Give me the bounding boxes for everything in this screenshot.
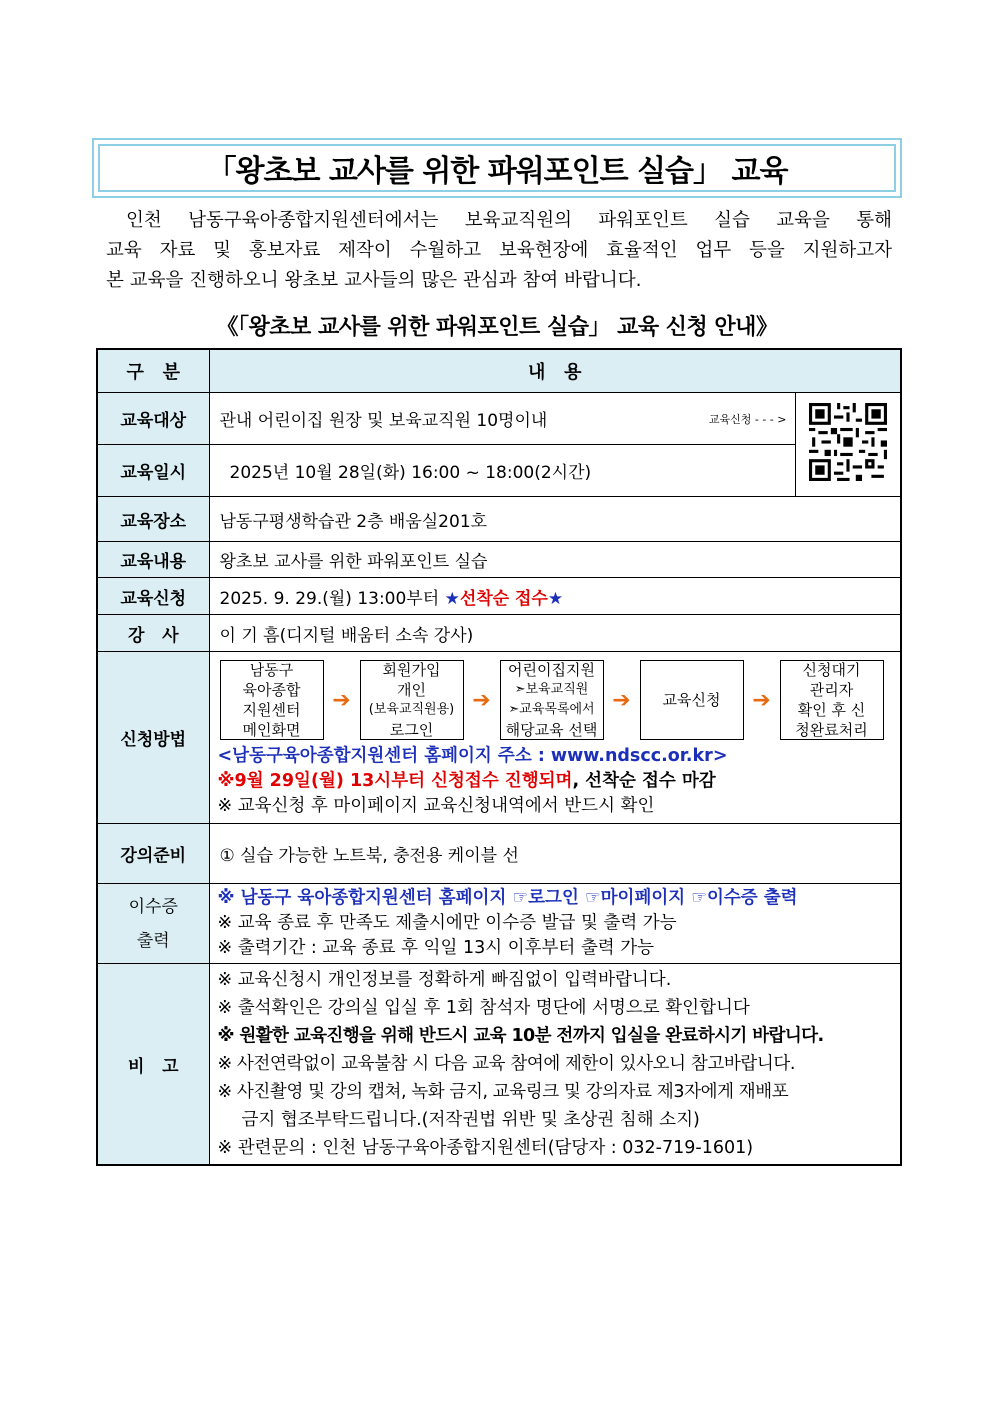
- apply-value: [209, 578, 901, 615]
- flow-step-login: [360, 660, 464, 740]
- flow-step-apply: [640, 660, 744, 740]
- arrow-right-icon: ➔: [752, 687, 771, 713]
- flow-text: 남동구: [249, 661, 294, 679]
- page-title: 「왕초보 교사를 위한 파워포인트 실습」 교육: [98, 144, 896, 192]
- label-place: 교육장소: [97, 497, 209, 542]
- content-value: 왕초보 교사를 위한 파워포인트 실습: [209, 542, 901, 578]
- apply-highlight: 선착순 접수: [459, 588, 548, 609]
- flow-text: ➣보육교직원: [514, 682, 589, 697]
- method-black-text: , 선착순 접수 마감: [572, 771, 716, 791]
- intro-line: 본 교육을 진행하오니 왕초보 교사들의 많은 관심과 참여 바랍니다.: [106, 270, 642, 291]
- header-category: 구 분: [97, 349, 209, 393]
- arrow-right-icon: ➔: [612, 687, 631, 713]
- label-lecturer: 강 사: [97, 615, 209, 652]
- flow-text: 육아종합: [242, 681, 301, 699]
- flow-text: 교육신청: [662, 691, 721, 709]
- table-row: [97, 884, 901, 964]
- intro-paragraph: [106, 206, 892, 296]
- flow-text: 관리자: [809, 681, 854, 699]
- qr-hint: 교육신청 - - - >: [708, 412, 787, 426]
- table-row: [97, 542, 901, 578]
- arrow-right-icon: ➔: [472, 687, 491, 713]
- date-value: [209, 445, 795, 497]
- target-value: 관내 어린이집 원장 및 보육교직원 10명이내: [219, 411, 548, 431]
- cert-line: ※ 남동구 육아종합지원센터 홈페이지 ☞로그인 ☞마이페이지 ☞이수증 출력: [217, 888, 798, 908]
- flow-text: 지원센터: [242, 701, 301, 719]
- remarks-cell: [209, 964, 901, 1166]
- table-header-row: [97, 349, 901, 393]
- intro-line: 교육 자료 및 홍보자료 제작이 수월하고 보육현장에 효율적인 업무 등을 지원하고자: [106, 240, 892, 261]
- method-red-text: ※9월 29일(월) 13시부터 신청접수 진행되며: [217, 771, 573, 791]
- table-row: [97, 824, 901, 884]
- cert-label-line: 이수증: [128, 896, 178, 917]
- flow-text: ➣교육목록에서: [508, 702, 595, 717]
- remarks-line: ※ 사진촬영 및 강의 캡쳐, 녹화 금지, 교육링크 및 강의자료 제3자에게 재배포: [217, 1082, 789, 1102]
- apply-date: 2025. 9. 29.(월) 13:00부터: [219, 588, 445, 609]
- flow-text: 청완료처리: [795, 721, 868, 739]
- flow-step-main: [220, 660, 324, 740]
- section-subtitle: 《「왕초보 교사를 위한 파워포인트 실습」 교육 신청 안내》: [216, 315, 778, 340]
- remarks-line: ※ 원활한 교육진행을 위해 반드시 교육 10분 전까지 입실을 완료하시기 바랍니다.: [217, 1026, 824, 1046]
- label-apply: 교육신청: [97, 578, 209, 615]
- homepage-url[interactable]: <남동구육아종합지원센터 홈페이지 주소 : www.ndscc.or.kr>: [217, 746, 728, 766]
- flow-text: 어린이집지원: [508, 661, 595, 679]
- table-row: [97, 964, 901, 1166]
- method-note: ※ 교육신청 후 마이페이지 교육신청내역에서 반드시 확인: [217, 796, 655, 816]
- label-date: 교육일시: [97, 445, 209, 497]
- prep-value: ① 실습 가능한 노트북, 충전용 케이블 선: [209, 824, 901, 884]
- label-content: 교육내용: [97, 542, 209, 578]
- header-content: 내 용: [209, 349, 901, 393]
- flow-text: 확인 후 신: [797, 701, 866, 719]
- flow-step-confirm: [780, 660, 884, 740]
- label-remarks: 비 고: [97, 964, 209, 1166]
- remarks-line: 금지 협조부탁드립니다.(저작권법 위반 및 초상권 침해 소지): [241, 1110, 700, 1130]
- flow-text: 메인화면: [242, 721, 301, 739]
- star-icon: ★: [444, 588, 460, 609]
- table-row: [97, 615, 901, 652]
- target-cell: [209, 393, 795, 445]
- flow-text: 회원가입: [382, 661, 441, 679]
- flow-text: 개인: [397, 681, 426, 699]
- remarks-line: ※ 출석확인은 강의실 입실 후 1회 참석자 명단에 서명으로 확인합니다: [217, 998, 750, 1018]
- flow-text: 로그인: [389, 721, 434, 739]
- arrow-right-icon: ➔: [332, 687, 351, 713]
- flow-step-select: [500, 660, 604, 740]
- apply-flow: [210, 652, 901, 744]
- title-frame: [92, 138, 902, 198]
- method-cell: [209, 652, 901, 824]
- table-row: [97, 578, 901, 615]
- cert-line: ※ 출력기간 : 교육 종료 후 익일 13시 이후부터 출력 가능: [217, 938, 655, 958]
- date-text: 2025년 10월 28일(화) 16:00 ~ 18:00(2시간): [229, 463, 592, 483]
- cert-cell: [209, 884, 901, 964]
- label-cert: [97, 884, 209, 964]
- remarks-line: ※ 교육신청시 개인정보를 정확하게 빠짐없이 입력바랍니다.: [217, 970, 672, 990]
- flow-text: 해당교육 선택: [505, 721, 598, 739]
- cert-label-line: 출력: [136, 930, 170, 951]
- qr-code-icon[interactable]: [809, 403, 887, 481]
- table-row: [97, 497, 901, 542]
- label-prep: 강의준비: [97, 824, 209, 884]
- place-value: 남동구평생학습관 2층 배움실201호: [209, 497, 901, 542]
- info-table: [96, 348, 902, 1166]
- remarks-line: ※ 사전연락없이 교육불참 시 다음 교육 참여에 제한이 있사오니 참고바랍니다.: [217, 1054, 796, 1074]
- qr-cell[interactable]: [795, 393, 901, 497]
- label-method: 신청방법: [97, 652, 209, 824]
- remarks-line: ※ 관련문의 : 인천 남동구육아종합지원센터(담당자 : 032-719-1601): [217, 1138, 754, 1158]
- lecturer-value: 이 기 흠(디지털 배움터 소속 강사): [209, 615, 901, 652]
- star-icon: ★: [547, 588, 564, 609]
- table-row: [97, 445, 901, 497]
- table-row: [97, 393, 901, 445]
- method-deadline: [210, 769, 901, 794]
- table-row: [97, 652, 901, 824]
- flow-text: 신청대기: [802, 661, 861, 679]
- flow-text: (보육교직원용): [368, 702, 455, 717]
- label-target: 교육대상: [97, 393, 209, 445]
- cert-line: ※ 교육 종료 후 만족도 제출시에만 이수증 발급 및 출력 가능: [217, 913, 677, 933]
- intro-line: 인천 남동구육아종합지원센터에서는 보육교직원의 파워포인트 실습 교육을 통해: [126, 210, 892, 231]
